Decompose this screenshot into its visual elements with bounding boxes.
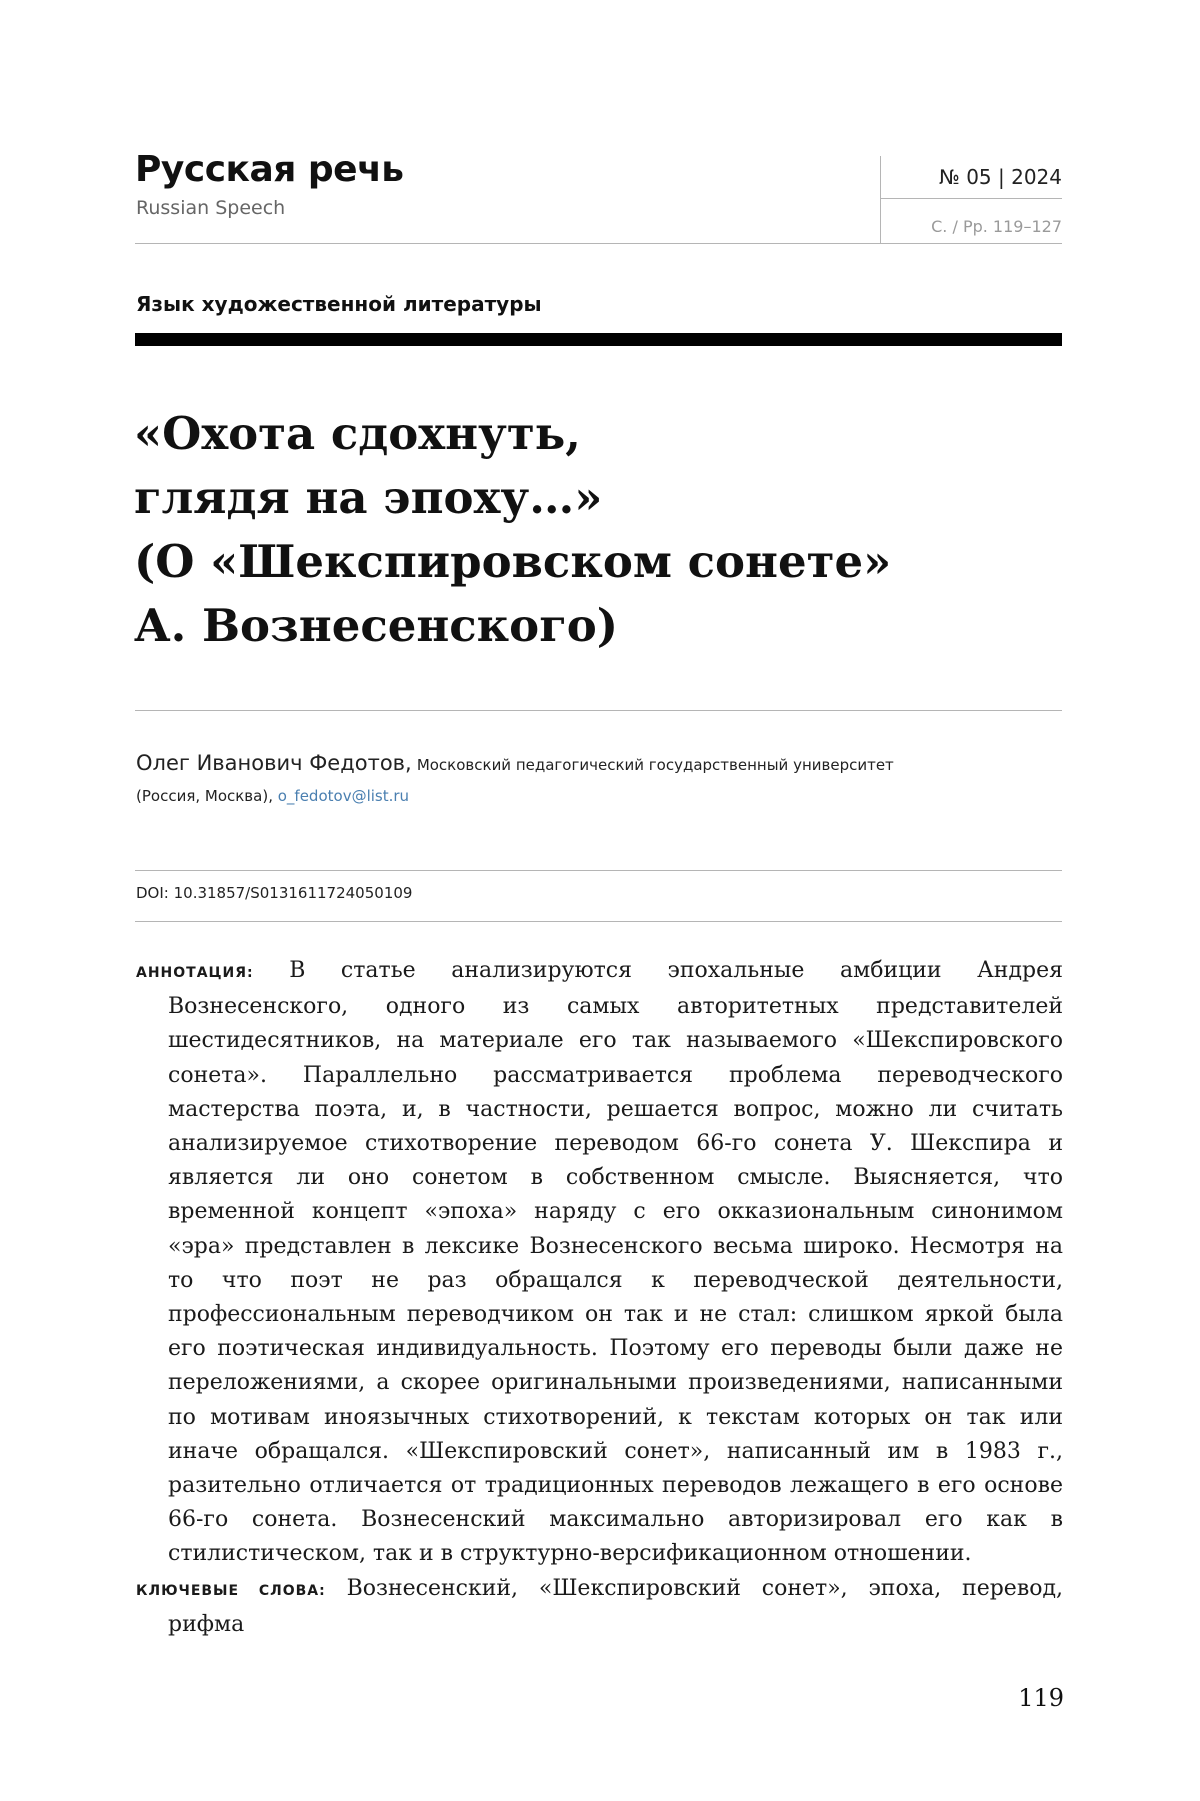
- article-title: [134, 402, 1014, 658]
- issue-number: № 05 | 2024: [939, 165, 1062, 189]
- title-rule: [135, 710, 1062, 711]
- keywords-text: Вознесенский, «Шекспировский сонет», эпоха, перевод, рифма: [168, 1575, 1063, 1637]
- doi: DOI: 10.31857/S0131611724050109: [136, 884, 413, 902]
- author-rule: [135, 870, 1062, 871]
- keywords-label: КЛЮЧЕВЫЕ СЛОВА:: [136, 1582, 326, 1599]
- doi-rule: [135, 921, 1062, 922]
- journal-title: Русская речь: [135, 149, 404, 190]
- header-rule: [135, 243, 1062, 244]
- section-heading: Язык художественной литературы: [136, 292, 542, 316]
- author-line: [136, 746, 1066, 782]
- article-title-line: А. Вознесенского): [134, 599, 619, 652]
- page-number: 119: [1018, 1684, 1064, 1712]
- page-range: С. / Pp. 119–127: [931, 217, 1062, 236]
- article-title-line: «Охота сдохнуть,: [134, 407, 581, 460]
- author-name: Олег Иванович Федотов,: [136, 751, 412, 775]
- abstract-label: АННОТАЦИЯ:: [136, 965, 254, 981]
- abstract-text: В статье анализируются эпохальные амбиции Андрея Вознесенского, одного из самых авторитетных представителей шестидесятников, на материале его так называемого «Шекспировского сонета». Параллельно рассматривается проблема переводческого мастерства поэта, и, в частности, решается вопрос, можно ли считать анализируемое стихотворение переводом 66-го сонета У. Шекспира и является ли оно сонетом в собственном смысле. Выясняется, что временной концепт «эпоха» наряду с его окказиональным синонимом «эра» представлен в лексике Вознесенского весьма широко. Несмотря на то что поэт не раз обращался к переводческой деятельности, профессиональным переводчиком он так и не стал: слишком яркой была его поэтическая индивидуальность. Поэтому его переводы были даже не переложениями, а скорее оригинальными произведениями, написанными по мотивам иноязычных стихотворений, к текстам которых он так или иначе обращался. «Шекспировский сонет», написанный им в 1983 г., разительно отличается от традиционных переводов лежащего в его основе 66-го сонета. Вознесенский максимально авторизировал его как в стилистическом, так и в структурно-версификационном отношении.: [168, 958, 1063, 1567]
- keywords-paragraph: [136, 1572, 1063, 1642]
- article-title-line: (О «Шекспировском сонете»: [134, 535, 892, 588]
- author-block: [136, 746, 1066, 810]
- abstract-paragraph: [136, 954, 1063, 1572]
- header-divider-horizontal: [880, 198, 1062, 199]
- section-thick-rule: [135, 333, 1062, 346]
- journal-subtitle: Russian Speech: [136, 197, 286, 219]
- author-email-link[interactable]: o_fedotov@list.ru: [277, 787, 410, 805]
- author-location: (Россия, Москва),: [136, 787, 273, 805]
- author-affiliation: Московский педагогический государственный университет: [416, 756, 894, 774]
- author-contact-line: [136, 782, 1066, 810]
- article-title-line: глядя на эпоху…»: [134, 471, 603, 524]
- abstract-block: [136, 954, 1063, 1642]
